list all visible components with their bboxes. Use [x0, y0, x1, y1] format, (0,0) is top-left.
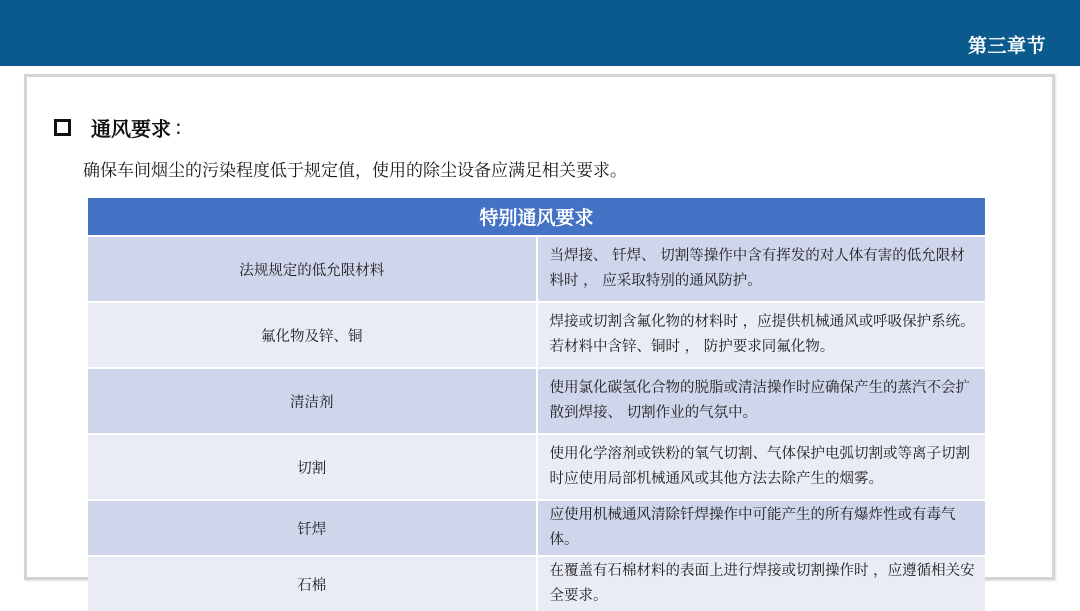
table-row	[88, 556, 985, 611]
requirement-cell: 使用化学溶剂或铁粉的氧气切割、气体保护电弧切割或等离子切割时应使用局部机械通风或其他方法去除产生的烟雾。	[537, 434, 986, 500]
section-title-colon: :	[175, 115, 182, 139]
material-cell: 石棉	[88, 556, 537, 611]
table-row	[88, 368, 985, 434]
table-row	[88, 434, 985, 500]
table-header: 特别通风要求	[88, 198, 985, 236]
material-cell: 氟化物及锌、铜	[88, 302, 537, 368]
requirement-cell: 使用氯化碳氢化合物的脱脂或清洁操作时应确保产生的蒸汽不会扩散到焊接、 切割作业的气氛中。	[537, 368, 986, 434]
chapter-title: 第三章节	[967, 35, 1046, 57]
material-cell: 清洁剂	[88, 368, 537, 434]
requirement-cell: 焊接或切割含氟化物的材料时 ，应提供机械通风或呼吸保护系统。若材料中含锌、铜时 ， 防护要求同氟化物。	[537, 302, 986, 368]
table-row	[88, 500, 985, 556]
header-bar	[0, 0, 1080, 66]
section-title: 通风要求	[91, 116, 171, 141]
section-heading	[54, 113, 182, 141]
material-cell: 钎焊	[88, 500, 537, 556]
table-row	[88, 236, 985, 302]
square-bullet-icon	[54, 119, 71, 136]
table-row	[88, 302, 985, 368]
requirement-cell: 在覆盖有石棉材料的表面上进行焊接或切割操作时 ，应遵循相关安全要求。	[537, 556, 986, 611]
ventilation-requirements-table	[88, 198, 985, 611]
material-cell: 切割	[88, 434, 537, 500]
material-cell: 法规规定的低允限材料	[88, 236, 537, 302]
requirement-cell: 应使用机械通风清除钎焊操作中可能产生的所有爆炸性或有毒气体。	[537, 500, 986, 556]
intro-text: 确保车间烟尘的污染程度低于规定值，使用的除尘设备应满足相关要求。	[83, 161, 627, 181]
requirement-cell: 当焊接、 钎焊、 切割等操作中含有挥发的对人体有害的低允限材料时 ， 应采取特别的通风防护。	[537, 236, 986, 302]
